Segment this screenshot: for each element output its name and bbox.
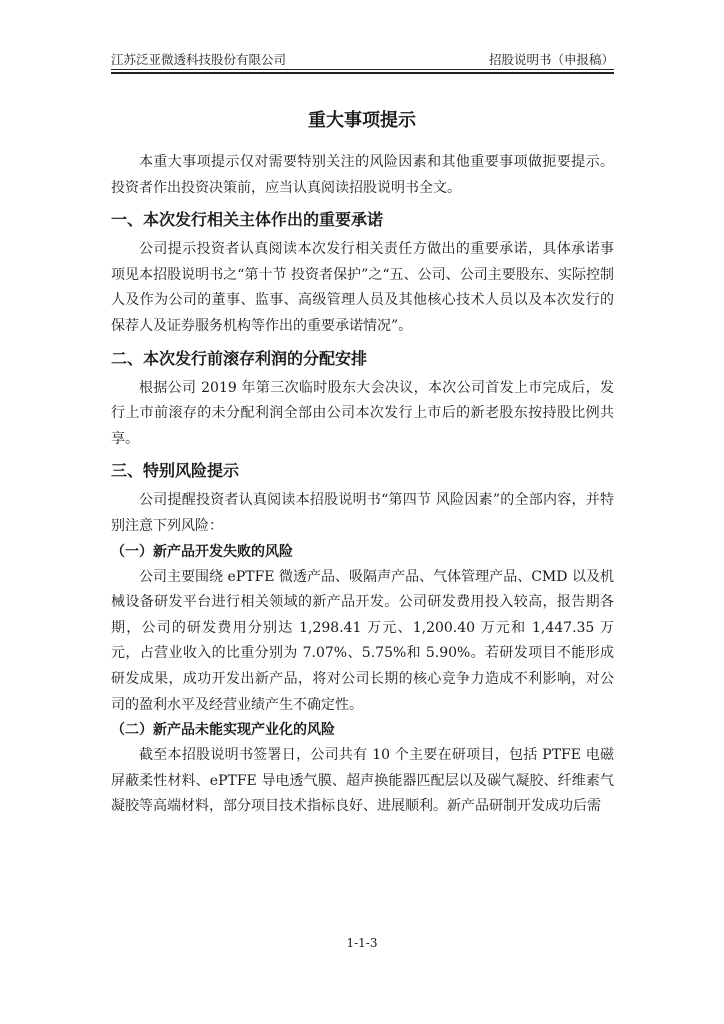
section-heading-risk-notice: 三、特别风险提示: [111, 461, 240, 481]
intro-paragraph: 本重大事项提示仅对需要特别关注的风险因素和其他重要事项做扼要提示。投资者作出投资决策前，应当认真阅读招股说明书全文。: [111, 154, 614, 196]
page-header: [111, 46, 614, 68]
section-heading-commitments: 一、本次发行相关主体作出的重要承诺: [111, 210, 384, 230]
section-heading-profit-distribution: 二、本次发行前滚存利润的分配安排: [111, 348, 368, 368]
document-type: 招股说明书（申报稿）: [488, 52, 614, 67]
page-title: 重大事项提示: [308, 110, 416, 131]
section-paragraph-risk-notice: 公司提醒投资者认真阅读本招股说明书“第四节 风险因素”的全部内容，并特别注意下列风险：: [111, 492, 614, 534]
subsection-heading-industrialization-risk: （二）新产品未能实现产业化的风险: [111, 722, 335, 739]
page-number: 1-1-3: [346, 936, 378, 950]
subsection-heading-development-risk: （一）新产品开发失败的风险: [111, 543, 293, 560]
subsection-paragraph-industrialization-risk: 截至本招股说明书签署日，公司共有 10 个主要在研项目，包括 PTFE 电磁屏蔽柔性材料、ePTFE 导电透气膜、超声换能器匹配层以及碳气凝胶、纤维素气凝胶等高端材料，部分项目技术指标良好、进展顺利。新产品研制开发成功后需: [111, 747, 614, 815]
subsection-paragraph-development-risk: 公司主要围绕 ePTFE 微透产品、吸隔声产品、气体管理产品、CMD 以及机械设备研发平台进行相关领域的新产品开发。公司研发费用投入较高，报告期各期，公司的研发费用分别达 1,298.41 万元、1,200.40 万元和 1,447.35 万元，占营业收入的比重分别为 7.07%、5.75%和 5.90%。若研发项目不能形成研发成果，成功开发出新产品，将对公司长期的核心竞争力造成不利影响，对公司的盈利水平及经营业绩产生不确定性。: [111, 568, 614, 713]
company-name: 江苏泛亚微透科技股份有限公司: [111, 52, 287, 67]
section-paragraph-commitments: 公司提示投资者认真阅读本次发行相关责任方做出的重要承诺，具体承诺事项见本招股说明书之“第十节 投资者保护”之“五、公司、公司主要股东、实际控制人及作为公司的董事、监事、高级管理人员及其他核心技术人员以及本次发行的保荐人及证券服务机构等作出的重要承诺情况”。: [111, 241, 614, 334]
document-body: [111, 150, 614, 820]
section-paragraph-profit-distribution: 根据公司 2019 年第三次临时股东大会决议，本次公司首发上市完成后，发行上市前滚存的未分配利润全部由公司本次发行上市后的新老股东按持股比例共享。: [111, 379, 614, 447]
header-rule-thick: [111, 72, 614, 74]
header-rule-thin: [111, 69, 614, 70]
